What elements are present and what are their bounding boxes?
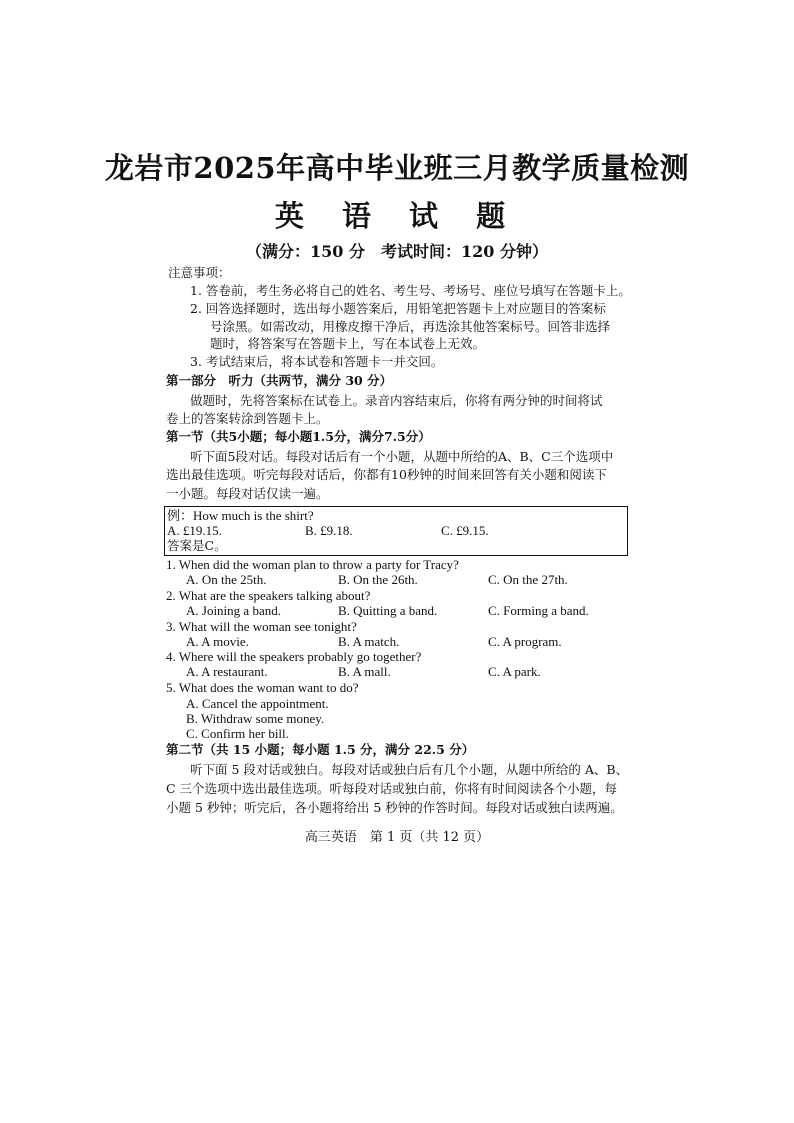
section1-intro-line-1: 听下面5段对话。每段对话后有一个小题，从题中所给的A、B、C三个选项中 xyxy=(190,449,614,464)
question-option-b: B. Quitting a band. xyxy=(338,603,438,618)
question-option-a: A. Joining a band. xyxy=(186,603,281,618)
question-option-b: B. On the 26th. xyxy=(338,572,418,587)
question-stem: 1. When did the woman plan to throw a party for Tracy? xyxy=(166,557,459,572)
question-option-a: A. On the 25th. xyxy=(186,572,267,587)
example-option-a: A. £19.15. xyxy=(167,523,222,538)
section2-intro-line-3: 小题 5 秒钟；听完后，各小题将给出 5 秒钟的作答时间。每段对话或独白读两遍。 xyxy=(166,800,623,815)
part1-intro-line-1: 做题时，先将答案标在试卷上。录音内容结束后，你将有两分钟的时间将试 xyxy=(190,393,603,408)
section1-intro-line-2: 选出最佳选项。听完每段对话后，你都有10秒钟的时间来回答有关小题和阅读下 xyxy=(166,467,607,482)
question-option-a: A. A movie. xyxy=(186,634,249,649)
part1-heading: 第一部分 听力（共两节，满分 30 分） xyxy=(166,373,393,388)
section2-intro-line-1: 听下面 5 段对话或独白。每段对话或独白后有几个小题，从题中所给的 A、B、 xyxy=(190,762,629,777)
section1-intro-line-3: 一小题。每段对话仅读一遍。 xyxy=(166,486,329,501)
question-option-c: C. On the 27th. xyxy=(488,572,568,587)
question-stem: 2. What are the speakers talking about? xyxy=(166,588,371,603)
question-stem: 3. What will the woman see tonight? xyxy=(166,619,357,634)
question-option-c: C. Forming a band. xyxy=(488,603,589,618)
exam-title: 龙岩市2025年高中毕业班三月教学质量检测 xyxy=(104,151,690,185)
exam-subject: 英 语 试 题 xyxy=(274,199,520,233)
question-stem: 4. Where will the speakers probably go together? xyxy=(166,649,422,664)
example-answer: 答案是C。 xyxy=(167,538,227,553)
question-option-c: C. A program. xyxy=(488,634,562,649)
example-option-b: B. £9.18. xyxy=(305,523,353,538)
notice-item-2-line-1: 2. 回答选择题时，选出每小题答案后，用铅笔把答题卡上对应题目的答案标 xyxy=(190,301,606,316)
page-footer: 高三英语 第 1 页（共 12 页） xyxy=(304,830,490,845)
question-option-b: B. A match. xyxy=(338,634,400,649)
section1-heading: 第一节（共5小题；每小题1.5分，满分7.5分） xyxy=(166,429,431,444)
score-time-line: （满分：150 分 考试时间：120 分钟） xyxy=(246,242,548,261)
notice-item-2-line-2: 号涂黑。如需改动，用橡皮擦干净后，再选涂其他答案标号。回答非选择 xyxy=(210,319,611,334)
notice-heading: 注意事项： xyxy=(168,265,231,280)
question-option-a: A. A restaurant. xyxy=(186,664,268,679)
question-option-c: C. Confirm her bill. xyxy=(186,726,289,741)
section2-heading: 第二节（共 15 小题；每小题 1.5 分，满分 22.5 分） xyxy=(166,742,475,757)
question-option-b: B. Withdraw some money. xyxy=(186,711,325,726)
question-option-b: B. A mall. xyxy=(338,664,391,679)
question-stem: 5. What does the woman want to do? xyxy=(166,680,359,695)
notice-item-2-line-3: 题时，将答案写在答题卡上，写在本试卷上无效。 xyxy=(210,336,486,351)
part1-intro-line-2: 卷上的答案转涂到答题卡上。 xyxy=(166,411,329,426)
section2-intro-line-2: C 三个选项中选出最佳选项。听每段对话或独白前，你将有时间阅读各个小题，每 xyxy=(166,781,618,796)
notice-item-1: 1. 答卷前，考生务必将自己的姓名、考生号、考场号、座位号填写在答题卡上。 xyxy=(190,283,631,298)
notice-item-3: 3. 考试结束后，将本试卷和答题卡一并交回。 xyxy=(190,354,444,369)
question-option-c: C. A park. xyxy=(488,664,541,679)
example-option-c: C. £9.15. xyxy=(441,523,489,538)
question-option-a: A. Cancel the appointment. xyxy=(186,696,329,711)
example-question: 例：How much is the shirt? xyxy=(167,508,314,523)
